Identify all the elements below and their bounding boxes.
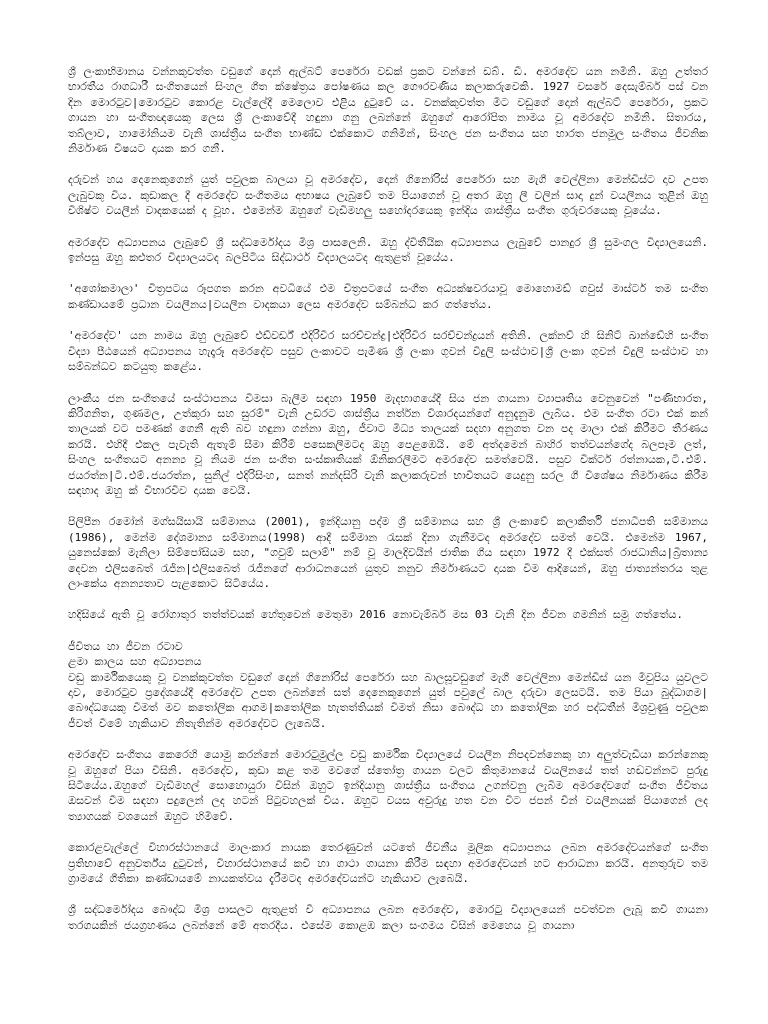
section-heading: ජීවිතය හා ජීවන රටාව [68, 639, 183, 653]
paragraph-music-start: අමරදේව සංගීතය කෙරෙහි යොමු කරන්නේ මොරටුමුල්ල වඩු කාර්මික විද්‍යාලයේ වයලීන නිපදවන්නෙකු හා අලුත්වැඩියා කරන්නෙකු වූ ඔහුගේ පියා විසිනි. අමරදේව, කුඩා කළ තම මවගේ ස්තෝත්‍ර ගායන වලට කිතුමානයේ වයලිනයේ තත් හඬවන්නට පුරුදු සිටියේය.ඔහුගේ වැඩිමහල් සොහොයුරා විසින් ඔහුට ඉන්දියානු ශාස්ත්‍රීය සංගීතය උගන්වනු ලැබීම අමරදේවගේ සංගීත ජීවිතය ඔසවන් වීම සඳහා පදුලෙන් ලද හටන් පිටුවහලක් විය. ඔහුට වයස අවුරුදු හත වන විට ජපන් චීන් වයලීනයක් පියාගෙන් ලද ත්‍යාගයක් වශයෙන් ඔහුට හිමිවේ. [68, 748, 708, 823]
section-life [68, 639, 708, 731]
paragraph-education: අමරදේව අධ්‍යාපනය ලැබුවේ ශ්‍රී සද්ධර්මෝදය මිශ්‍ර පාසලෙනි. ඔහු ද්විතීයික අධ්‍යාපනය ලැබුවේ පානදුර ශ්‍රී සුමංගල විද්‍යාලයෙනි. ඉන්පසු ඔහු කළුතර විද්‍යාලයටද බලපිටිය සිද්ධාර්ථ විද්‍යාලයටද ඇතුළත් වූයේය. [68, 235, 708, 265]
paragraph-family: දරුවන් හය දෙනෙකුගෙන් යුත් පවුලක බාලයා වූ අමරදේව, දොන් ගිනෝරිස් පෙරේරා සහ මැගී වෙල්ලිනා මෙන්ඩිස්ට දාව උපත ලැබුවකු විය. කුඩාකල දී අමරදේව සංගීතමය අභාෂය ලැබුවේ තම පියාගෙන් වූ අතර ඔහු ලී වලින් සාදා දුන් වයලීනය තුළින් ඔහු විශිෂ්ට වයලීන් වාදකයෙක් ද වූහ. එමෙන්ම ඔහුගේ වැඩිමහලු සහෝදරයෙකු ඉන්දිය ශාස්ත්‍රීය සංගීත ගුරුවරයෙකු වූයේය. [68, 173, 708, 218]
paragraph-intro: ශ්‍රී ලංකාභිමානය වන්නකුවත්ත වඩුගේ දොන් ඇල්බට් පෙරේරා වඩක් ප්‍රකට වන්නේ ඩබ්. ඩී. අමරදේව යන නමිනි. ඔහු උත්තර භාරතීය රාගධාරී සංගීතයෙන් සිංහල ගීත ක්ෂේත්‍රය පෝෂණය කල ගෞරවණිය කලාකරුවෙකි. 1927 වසරේ දෙසැම්බර් පස් වන දින මොරටුව|මොරටුව කොරළ වැල්ලේදී මෙලොව එළිය දුටුවේ ය. වනක්කුවත්ත මීට වඩුගේ දොන් ඇල්බට් පෙරේරා, ප්‍රකට ගායන හා සංගීතඥයෙකු ලෙස ශ්‍රී ලංකාවේදී හඳුනා ගනු ලබන්නේ ඔහුගේ ආරෝපිත නාමය වූ අමරදේව නමිනි. සිතාරය, තබ්ලාව, හාමෝනියම වැනි ශාස්ත්‍රීය සංගීත භාණ්ඩ එක්කොට ගනිමින්, සිංහල ජන සංගීතය සහ භාරත ජනමූල සංගීතය ජීවනික නිර්මාණ විෂයට දායක කර ගනී. [68, 65, 708, 156]
paragraph-temple: කොරළවැල්ලේ විහාරස්ථානයේ මාලංකාර නායක තෙරණුවන් යටතේ ජීවනීය මූලික අධ්‍යාපනය ලබන අමරදේවයන්ගේ සංගීත ප්‍රතිභාවේ අනුවර්ත්ය දුටුවන්, විහාරස්ථානයේ කවි හා ගාථා ගායනා කිරීම සඳහා අමරදේවයන් හට ආරාධනා කරයි. අනතුරුව තම ග්‍රාමයේ ගීතිකා කණ්ඩායමේ නායකත්වය දැරීමටද අමරදේවයන්ට හැකියාව ලැබෙයි. [68, 841, 708, 886]
paragraph-ashokamala: 'අශෝකමාලා' චිත්‍රපටය රූපගත කරන අවධියේ එම චිත්‍රපටයේ සංගීත අධ්‍යක්ෂවරයාවූ මොහොමඩ් ගවුස් මාස්ටර් තම සංගීත කණ්ඩායමේ ප්‍රධාන වයලීනය|වයලීන වාදකයා ලෙස අමරදේව සම්බන්ධ කර ගත්තේය. [68, 282, 708, 311]
paragraph-awards: පිලිපීන රමෝන් මග්සයිසායි සම්මානය (2001), ඉන්දියානු පද්ම ශ්‍රී සම්මානය සහ ශ්‍රී ලංකාවේ කලාකීර්ති ජනාධිපති සම්මානය (1986), මෙන්ම දේශමාන්‍ය සම්මානය(1998) ආදී සම්මාන රැසක් දිනා ගැනීමටද අමරදේව සමත් වෙයි. එමෙන්ම 1967, යුනෙස්කෝ මැනිලා සිම්පෝසියම සහ, "ගවුම් සලාම්" නම් වූ මාලදිවයින් ජාතික ගීය සඳහා 1972 දී එක්සත් රාජධානිය|බ්‍රිතාන්‍ය දෙවන එලිසබෙත් රැජින|එලිසබෙත් රැජිනගේ ආරාධනයෙන් යුතුව නනුව නිර්මාණයට දායක වීම ආදියෙන්, ඔහු ජාත්‍යන්තරය තුළ ලාංකේය අනන්‍යතාව පැළකොට සිටියේය. [68, 515, 708, 590]
paragraph-death: හදිසියේ ඇති වූ රෝගාතුර තත්ත්වයක් හේතුවෙන් මෙතුමා 2016 නොවැම්බර් මස 03 වැනි දින ජීවන ගමනින් සමු ගත්තේය. [68, 608, 684, 622]
paragraph-school-contest: ශ්‍රී සද්ධර්මෝදය බෞද්ධ මිශ්‍ර පාසලට ඇතුළත් වී අධ්‍යාපනය ලබන අමරදේව, මොරටු විද්‍යාලයෙන් පවත්වන ලැබූ කවි ගායනා තරගයකින් ජයග්‍රහණය ලබන්නේ මේ අතරදීය. එසේම කොළඹ කලා සංගමය විසින් මෙහෙය වූ ගායනා [68, 903, 708, 932]
paragraph-name-origin: 'අමරදේව' යන නාමය ඔහු ලැබුවේ එඩ්වර්ඩ් එදිරිවීර සරච්චන්ද්‍ර|එදිරිවීර සරච්චන්ද්‍රයන් අතිනි. ලක්නව් හි සිනිට් ඛාන්ඩේහි සංගීත විද්‍යා පීඨයෙන් අධ්‍යාපනය හැදෑරූ අමරදේව පසුව ලංකාවට පැමිණ ශ්‍රී ලංකා ගුවන් විදුලි සංස්ථාව|ශ්‍රී ලංකා ගුවන් විදුලි සංස්ථාව හා සම්බන්ධව කටයුතු කළේය. [68, 329, 708, 374]
paragraph-childhood: වඩු කාර්මිකයෙකු වූ වනක්කුවත්ත වඩුගේ දොන් ගිනෝරිස් පෙරේරා සහ බාලසූවඩුගේ මැගී වෙල්ලිනා මෙන්ඩිස් යන මිවුපිය යුවලට දාව, මොරටුව ප්‍රදේශයේදී අමරදේව උපත ලබන්නේ සත් දෙනෙකුගෙන් යුත් පවුලේ බාල දරුවා ලෙසටයි. තම පියා බුද්ධාගම|බෞද්ධයෙකු වීමත් මව කතෝලික ආගම|කතෝලික භැතත්තියක් වීමත් නිසා බෞද්ධ හා කතෝලික හර පද්ධතීන් මිශ්‍රවුණු පවුලක ජීවත් වීමේ හැකියාව නිතැතින්ම අමරදේවට ලැබෙයි. [68, 670, 708, 730]
paragraph-folk-music: ලාංකීය ජන සංගීතයේ සංස්ථාපනය විමසා බැලීම සඳහා 1950 මැදභාගයේදී සිය ජන ගායනා ව්‍යාපෘතිය වෙනුවෙන් "පණිභාරත, කිරිගනිත, ගුණමල, උත්කුරා සහ සුරම්" වැනි උඩරට ශාස්ත්‍රීය නත්ර්න විශාරදයන්ගේ අනුදැනුම ලැබීය. එම සංගීත රටා එක් කන් තාලයක් වට පමණක් ගෙනී ඇති බව හඳුනා ගන්නා ඔහු, ජීවාට මිධ්‍ය තාලයක් සදහා අනුගත වන පද මාලා එක් කිරීමට තීරණය කරයි. එහිදී එකල පැවැති ඇතැම් සීමා කිරීම් පසෙකලීමටද ඔහු පෙළඹෙයි. මේ අත්දමෙන් බාහිර තත්වයන්ගේද බලපෑම ලත්, සිංහල සංගීතයට අනන්‍ය වූ නියම ජන සංගීත සංස්කෘතියක් ඕනිකරලීමට අමරදේව සමත්වෙයි. පසුව වික්ටර් රත්නායක,ටී.එම්. ජයරත්න|ටී.එම්.ජයරත්න, සුනිල් එදිරිසිංහ, සනත් නන්දසිරි වැනි කලාකරුවන් භාවිතයට යෙදුනු සරල ගී විශේෂය නිර්මාණය කිරීම සඳහාද ඔහු ක් විභාරවිව දායක වෙයි. [68, 391, 708, 497]
section-subheading: ළමා කාලය සහ අධ්‍යාපනය [68, 655, 202, 669]
